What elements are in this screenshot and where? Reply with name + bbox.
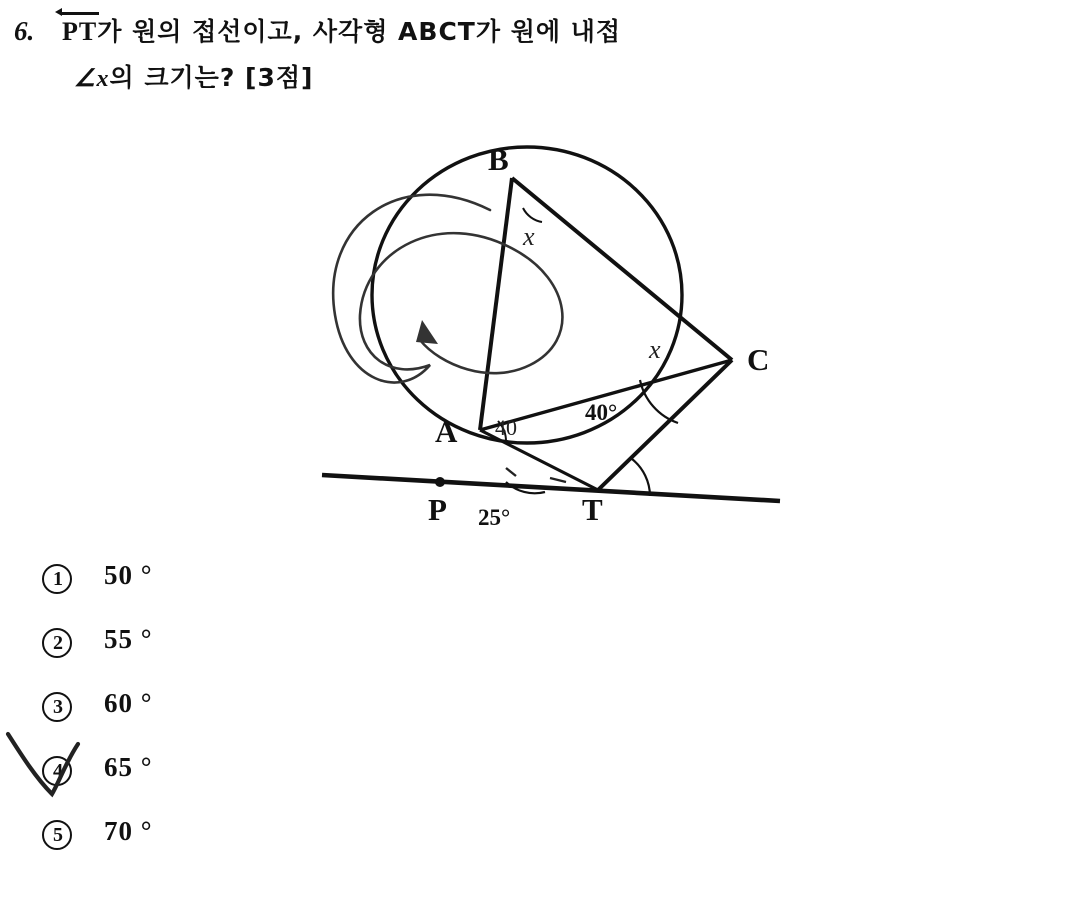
choice-number-4: 4 — [53, 760, 63, 782]
figure-svg — [280, 130, 840, 550]
handwritten-angle-x-at-b: x — [523, 222, 535, 251]
point-label-a: A — [435, 414, 458, 449]
chord-b-c — [512, 178, 732, 360]
segment-pt-label: PT — [62, 17, 98, 46]
choice-marker-5[interactable] — [42, 820, 76, 854]
question-line-1 — [62, 12, 621, 48]
angle-label-40: 40° — [585, 400, 618, 425]
choice-number-1: 1 — [53, 568, 63, 590]
choice-number-5: 5 — [53, 824, 63, 846]
choice-text-2: 55 ° — [104, 624, 153, 654]
choice-text-5: 70 ° — [104, 816, 153, 846]
angle-label-25: 25° — [478, 505, 511, 530]
point-label-p: P — [428, 492, 447, 527]
handwritten-angle-x-at-c: x — [649, 335, 661, 364]
angle-arc-at-b — [523, 208, 542, 222]
choice-row-5[interactable] — [42, 816, 402, 880]
angle-x-label: ∠x — [74, 66, 110, 92]
choice-marker-2[interactable] — [42, 628, 76, 662]
question-number: 6. — [14, 16, 35, 46]
choice-marker-3[interactable] — [42, 692, 76, 726]
choice-number-2: 2 — [53, 632, 63, 654]
choice-row-2[interactable] — [42, 624, 402, 688]
answer-choices — [42, 560, 402, 880]
point-p-dot — [435, 477, 445, 487]
tick-mark-left — [506, 468, 516, 476]
handwritten-angle-40-at-a: 40 — [495, 415, 517, 440]
question-line-2 — [74, 58, 313, 94]
tick-mark-right — [550, 478, 566, 482]
geometry-figure — [280, 130, 840, 550]
choice-marker-1[interactable] — [42, 564, 76, 598]
choice-row-4[interactable] — [42, 752, 402, 816]
handwritten-scribble-arrowhead — [416, 320, 438, 344]
chord-b-a — [480, 178, 512, 430]
choice-number-3: 3 — [53, 696, 63, 718]
point-label-c: C — [747, 342, 770, 377]
choice-text-3: 60 ° — [104, 688, 153, 718]
choice-text-1: 50 ° — [104, 560, 153, 590]
choice-text-4: 65 ° — [104, 752, 153, 782]
choice-row-1[interactable] — [42, 560, 402, 624]
point-label-t: T — [582, 492, 603, 527]
point-label-b: B — [488, 142, 509, 177]
question-line-1-text: 가 원의 접선이고, 사각형 ABCT가 원에 내접 — [97, 17, 622, 46]
handwritten-check-icon — [0, 722, 100, 802]
question-line-2-text: 의 크기는? [3점] — [109, 63, 314, 92]
